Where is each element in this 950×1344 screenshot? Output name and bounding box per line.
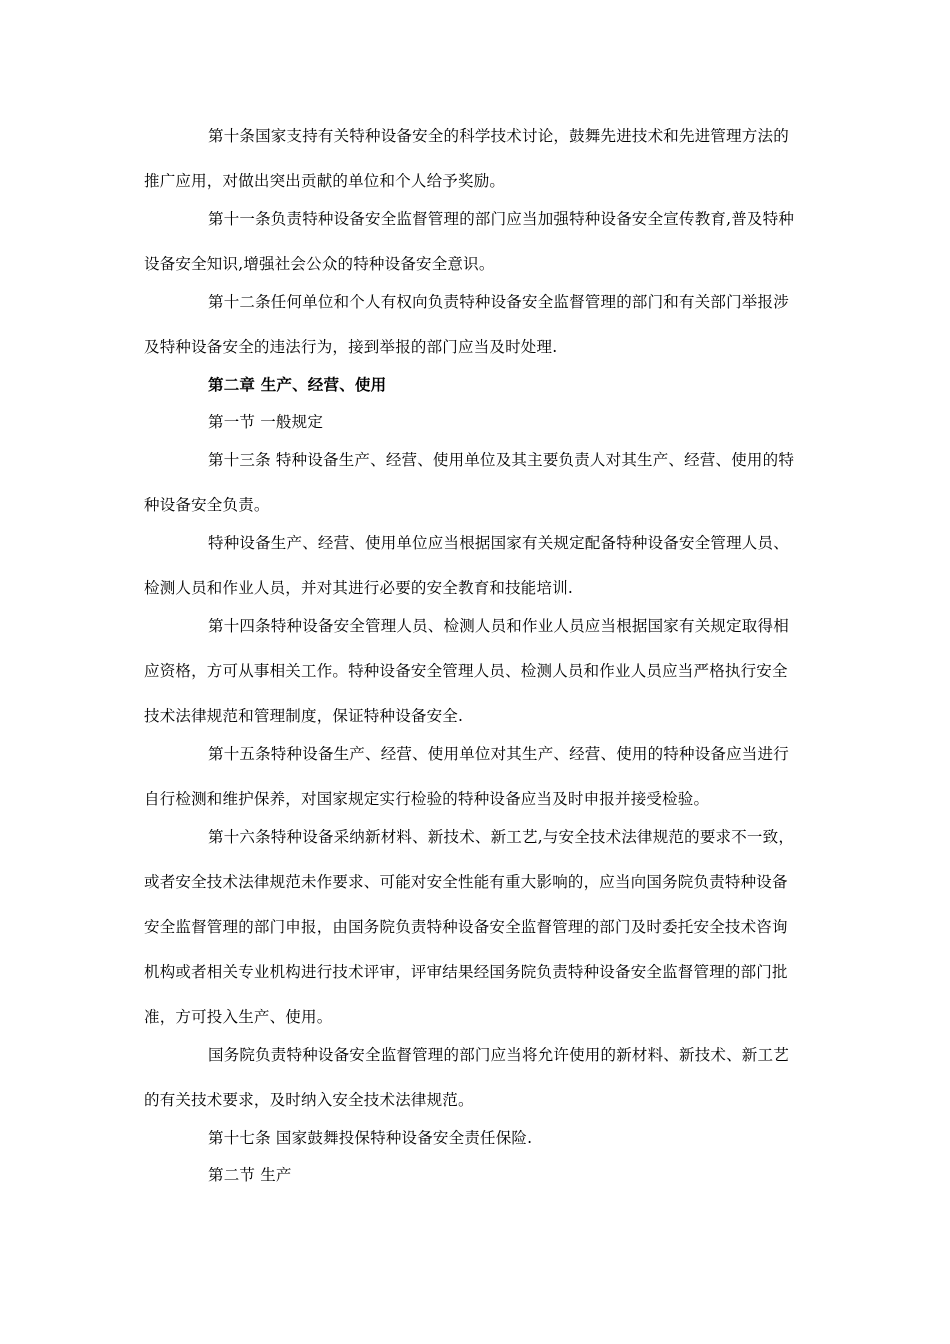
section-heading: 第二节 生产 bbox=[208, 1166, 292, 1184]
paragraph-line: 及特种设备安全的违法行为，接到举报的部门应当及时处理. bbox=[144, 338, 558, 356]
paragraph-line: 第十三条 特种设备生产、经营、使用单位及其主要负责人对其生产、经营、使用的特 bbox=[208, 451, 795, 469]
paragraph-line: 或者安全技术法律规范未作要求、可能对安全性能有重大影响的，应当向国务院负责特种设备 bbox=[144, 873, 788, 891]
paragraph-line: 国务院负责特种设备安全监督管理的部门应当将允许使用的新材料、新技术、新工艺 bbox=[208, 1046, 789, 1064]
paragraph-line: 应资格，方可从事相关工作。特种设备安全管理人员、检测人员和作业人员应当严格执行安全 bbox=[144, 662, 788, 680]
paragraph-line: 第十五条特种设备生产、经营、使用单位对其生产、经营、使用的特种设备应当进行 bbox=[208, 745, 789, 763]
chapter-heading: 第二章 生产、经营、使用 bbox=[208, 375, 387, 394]
paragraph-line: 自行检测和维护保养，对国家规定实行检验的特种设备应当及时申报并接受检验。 bbox=[144, 790, 710, 808]
paragraph-line: 准，方可投入生产、使用。 bbox=[144, 1008, 333, 1026]
section-heading: 第一节 一般规定 bbox=[208, 413, 324, 431]
paragraph-line: 机构或者相关专业机构进行技术评审，评审结果经国务院负责特种设备安全监督管理的部门批 bbox=[144, 963, 788, 981]
paragraph-line: 检测人员和作业人员，并对其进行必要的安全教育和技能培训. bbox=[144, 579, 574, 597]
paragraph-line: 推广应用，对做出突出贡献的单位和个人给予奖励。 bbox=[144, 172, 506, 190]
paragraph-line: 第十二条任何单位和个人有权向负责特种设备安全监督管理的部门和有关部门举报涉 bbox=[208, 293, 789, 311]
paragraph-line: 第十条国家支持有关特种设备安全的科学技术讨论，鼓舞先进技术和先进管理方法的 bbox=[208, 127, 789, 145]
paragraph-line: 特种设备生产、经营、使用单位应当根据国家有关规定配备特种设备安全管理人员、 bbox=[208, 534, 789, 552]
paragraph-line: 第十六条特种设备采纳新材料、新技术、新工艺,与安全技术法律规范的要求不一致， bbox=[208, 828, 795, 846]
paragraph-line: 设备安全知识,增强社会公众的特种设备安全意识。 bbox=[144, 255, 495, 273]
paragraph-line: 第十七条 国家鼓舞投保特种设备安全责任保险. bbox=[208, 1129, 533, 1147]
paragraph-line: 的有关技术要求，及时纳入安全技术法律规范。 bbox=[144, 1091, 474, 1109]
paragraph-line: 安全监督管理的部门申报，由国务院负责特种设备安全监督管理的部门及时委托安全技术咨询 bbox=[144, 918, 788, 936]
paragraph-line: 第十一条负责特种设备安全监督管理的部门应当加强特种设备安全宣传教育,普及特种 bbox=[208, 210, 795, 228]
paragraph-line: 第十四条特种设备安全管理人员、检测人员和作业人员应当根据国家有关规定取得相 bbox=[208, 617, 789, 635]
paragraph-line: 技术法律规范和管理制度，保证特种设备安全. bbox=[144, 707, 464, 725]
paragraph-line: 种设备安全负责。 bbox=[144, 496, 270, 514]
